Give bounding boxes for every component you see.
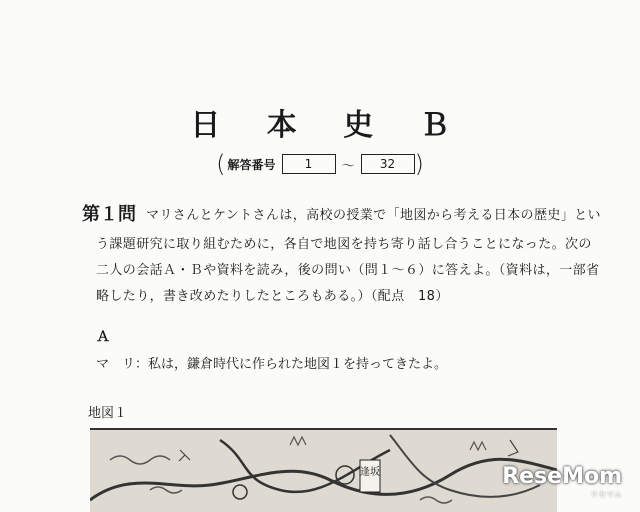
map-label: 地図１ — [88, 406, 128, 421]
question-heading: 第１問 — [82, 204, 136, 225]
map-image — [90, 428, 557, 512]
question-line-1: マリさんとケントさんは，高校の授業で「地図から考える日本の歴史」とい — [146, 208, 601, 223]
answer-number-tilde: ～ — [341, 158, 355, 174]
dialogue-line — [96, 353, 447, 372]
answer-number-to: 32 — [361, 154, 415, 174]
question-line-3: 二人の会話Ａ・Ｂや資料を読み，後の問い（問１～６）に答えよ。（資料は，一部省 — [96, 263, 600, 278]
answer-number-range — [0, 152, 640, 176]
section-a-label: Ａ — [96, 329, 110, 345]
open-paren: ( — [216, 150, 226, 178]
map-illustration — [90, 430, 557, 512]
answer-number-from: 1 — [282, 154, 336, 174]
question-line-4: 略したり，書き改めたりしたところもある。）（配点 18） — [96, 289, 449, 304]
answer-number-label: 解答番号 — [227, 157, 276, 172]
page-title: 日 本 史 Ｂ — [190, 108, 468, 143]
watermark-brand: ReseMom — [502, 464, 622, 489]
watermark-logo — [502, 464, 622, 500]
close-paren: ) — [414, 150, 424, 178]
watermark-sub: リセマム — [590, 490, 622, 499]
speech-text: 私は，鎌倉時代に作られた地図１を持ってきたよ。 — [148, 357, 448, 372]
question-line-2: う課題研究に取り組むために，各自で地図を持ち寄り話し合うことになった。次の — [96, 237, 592, 252]
map-place-label: 逢坂 — [360, 467, 380, 478]
speaker-name: マ リ： — [96, 357, 149, 372]
